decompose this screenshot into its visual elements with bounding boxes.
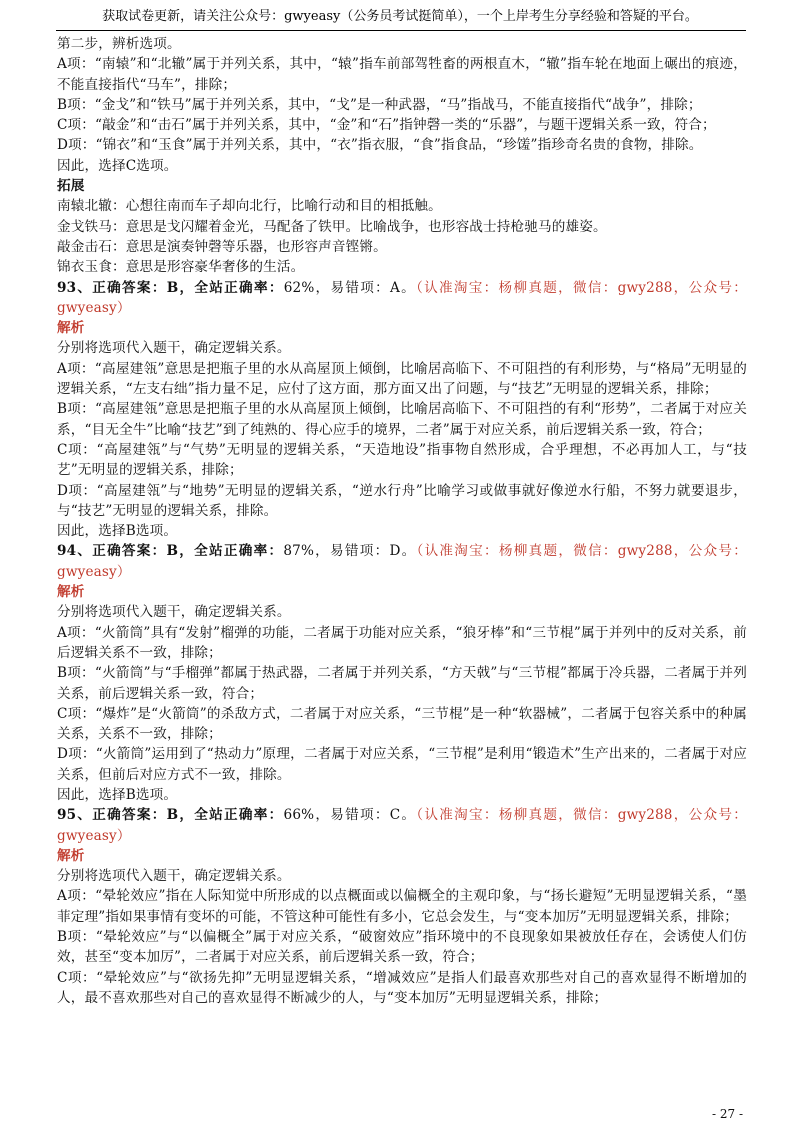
q94-rate-label: ，全站正确率： [178, 543, 284, 560]
q95-intro: 分别将选项代入题干，确定逻辑关系。 [57, 868, 291, 885]
q95-rate-label: ，全站正确率： [178, 807, 284, 824]
q93-option-d: D项：“高屋建瓴”与“地势”无明显的逻辑关系，“逆水行舟”比喻学习或做事就好像逆水行船，不努力就要退步，与“技艺”无明显的逻辑关系，排除。 [57, 482, 747, 519]
q93-rate-label: ，全站正确率： [178, 279, 284, 296]
q94-wrong: ，易错项：D。 [314, 543, 417, 560]
q93-intro: 分别将选项代入题干，确定逻辑关系。 [57, 340, 291, 357]
q94-option-d: D项：“火箭筒”运用到了“热动力”原理，二者属于对应关系，“三节棍”是利用“锻造术”生产出来的，二者属于对应关系，但前后对应方式不一致，排除。 [57, 746, 747, 783]
q93-conclusion: 因此，选择B选项。 [57, 523, 178, 540]
q95-option-b: B项：“晕轮效应”与“以偏概全”属于对应关系，“破窗效应”指环境中的不良现象如果被放任存在，会诱使人们仿效，甚至“变本加厉”，二者属于对应关系，前后逻辑关系一致，符合； [57, 929, 747, 966]
q93-wrong: ，易错项：A。 [314, 279, 417, 296]
q92-extend-title: 拓展 [57, 178, 85, 195]
q93-jiexi-heading: 解析 [57, 320, 85, 337]
page-header: 获取试卷更新，请关注公众号：gwyeasy（公务员考试挺简单），一个上岸考生分享经验和答疑的平台。 [102, 9, 698, 24]
q94-promo: （认准淘宝：杨柳真题，微信：gwy288，公众号：gwyeasy） [57, 543, 747, 580]
q94-answer-line [57, 541, 747, 582]
q95-promo: （认准淘宝：杨柳真题，微信：gwy288，公众号：gwyeasy） [57, 807, 747, 844]
q92-extend-item: 南辕北辙：心想往南而车子却向北行，比喻行动和目的相抵触。 [57, 198, 442, 215]
page-content [57, 34, 747, 1008]
q93-option-b: B项：“高屋建瓴”意思是把瓶子里的水从高屋顶上倾倒，比喻居高临下、不可阻挡的有利“形势”，二者属于对应关系，“目无全牛”比喻“技艺”到了纯熟的、得心应手的境界，二者”属于对应关系，前后逻辑关系一致，符合； [57, 401, 747, 438]
q93-num-label: 93、正确答案： [57, 279, 167, 296]
q93-answer: B [166, 279, 179, 296]
q95-wrong: ，易错项：C。 [314, 807, 417, 824]
q94-conclusion: 因此，选择B选项。 [57, 786, 178, 803]
q93-rate: 62% [283, 279, 315, 296]
q95-option-a: A项：“晕轮效应”指在人际知觉中所形成的以点概面或以偏概全的主观印象，与“扬长避短”无明显逻辑关系，“墨菲定理”指如果事情有变坏的可能，不管这种可能性有多小，它总会发生，与“变本加厉”无明显逻辑关系，排除； [57, 888, 747, 925]
q94-rate: 87% [283, 543, 315, 560]
q94-option-b: B项：“火箭筒”与“手榴弹”都属于热武器，二者属于并列关系，“方天戟”与“三节棍”都属于冷兵器，二者属于并列关系，前后逻辑关系一致，符合； [57, 665, 747, 702]
q94-intro: 分别将选项代入题干，确定逻辑关系。 [57, 604, 291, 621]
q95-answer: B [166, 807, 179, 824]
q92-extend-item: 金戈铁马：意思是戈闪耀着金光，马配备了铁甲。比喻战争，也形容战士持枪驰马的雄姿。 [57, 218, 607, 235]
q93-option-a: A项：“高屋建瓴”意思是把瓶子里的水从高屋顶上倾倒，比喻居高临下、不可阻挡的有利形势，与“格局”无明显的逻辑关系，“左支右绌”指力量不足，应付了这方面，那方面又出了问题，与“技艺”无明显的逻辑关系，排除； [57, 360, 747, 398]
q92-option-c: C项：“敲金”和“击石”属于并列关系，其中，“金”和“石”指钟磬一类的“乐器”，与题干逻辑关系一致，符合； [57, 117, 716, 134]
q92-extend-item: 锦衣玉食：意思是形容豪华奢侈的生活。 [57, 259, 305, 276]
q94-option-a: A项：“火箭筒”具有“发射”榴弹的功能，二者属于功能对应关系，“狼牙棒”和“三节棍”属于并列中的反对关系，前后逻辑关系不一致，排除； [57, 624, 747, 661]
q95-num-label: 95、正确答案： [57, 807, 167, 824]
q95-answer-line [57, 805, 747, 846]
q94-jiexi-heading: 解析 [57, 584, 85, 601]
q92-option-a: A项：“南辕”和“北辙”属于并列关系，其中，“辕”指车前部驾牲畜的两根直木，“辙”指车轮在地面上碾出的痕迹，不能直接指代“马车”，排除； [57, 56, 747, 93]
q93-answer-line [57, 278, 747, 319]
q92-conclusion: 因此，选择C选项。 [57, 157, 178, 174]
q92-option-b: B项：“金戈”和“铁马”属于并列关系，其中，“戈”是一种武器，“马”指战马，不能直接指代“战争”，排除； [57, 96, 702, 113]
header-rule [56, 30, 746, 31]
q94-option-c: C项：“爆炸”是“火箭筒”的杀敌方式，二者属于对应关系，“三节棍”是一种“软器械”，二者属于包容关系中的种属关系，关系不一致，排除； [57, 705, 747, 743]
page-number: - 27 - [712, 1107, 744, 1121]
q94-answer: B [166, 543, 179, 560]
q92-option-d: D项：“锦衣”和“玉食”属于并列关系，其中，“衣”指衣服，“食”指食品，“珍馐”指珍奇名贵的食物，排除。 [57, 137, 703, 154]
q95-rate: 66% [283, 807, 315, 824]
q92-extend-item: 敲金击石：意思是演奏钟磬等乐器，也形容声音铿锵。 [57, 238, 387, 255]
q95-option-c: C项：“晕轮效应”与“欲扬先抑”无明显逻辑关系，“增减效应”是指人们最喜欢那些对自己的喜欢显得不断增加的人，最不喜欢那些对自己的喜欢显得不断减少的人，与“变本加厉”无明显逻辑关系，排除； [57, 969, 747, 1006]
q94-num-label: 94、正确答案： [57, 543, 167, 560]
q93-promo: （认准淘宝：杨柳真题，微信：gwy288，公众号：gwyeasy） [57, 279, 747, 316]
q93-option-c: C项：“高屋建瓴”与“气势”无明显的逻辑关系，“天造地设”指事物自然形成，合乎理想，不必再加人工，与“技艺”无明显的逻辑关系，排除； [57, 441, 747, 479]
q95-jiexi-heading: 解析 [57, 847, 85, 864]
q92-step2: 第二步，辨析选项。 [57, 36, 181, 52]
